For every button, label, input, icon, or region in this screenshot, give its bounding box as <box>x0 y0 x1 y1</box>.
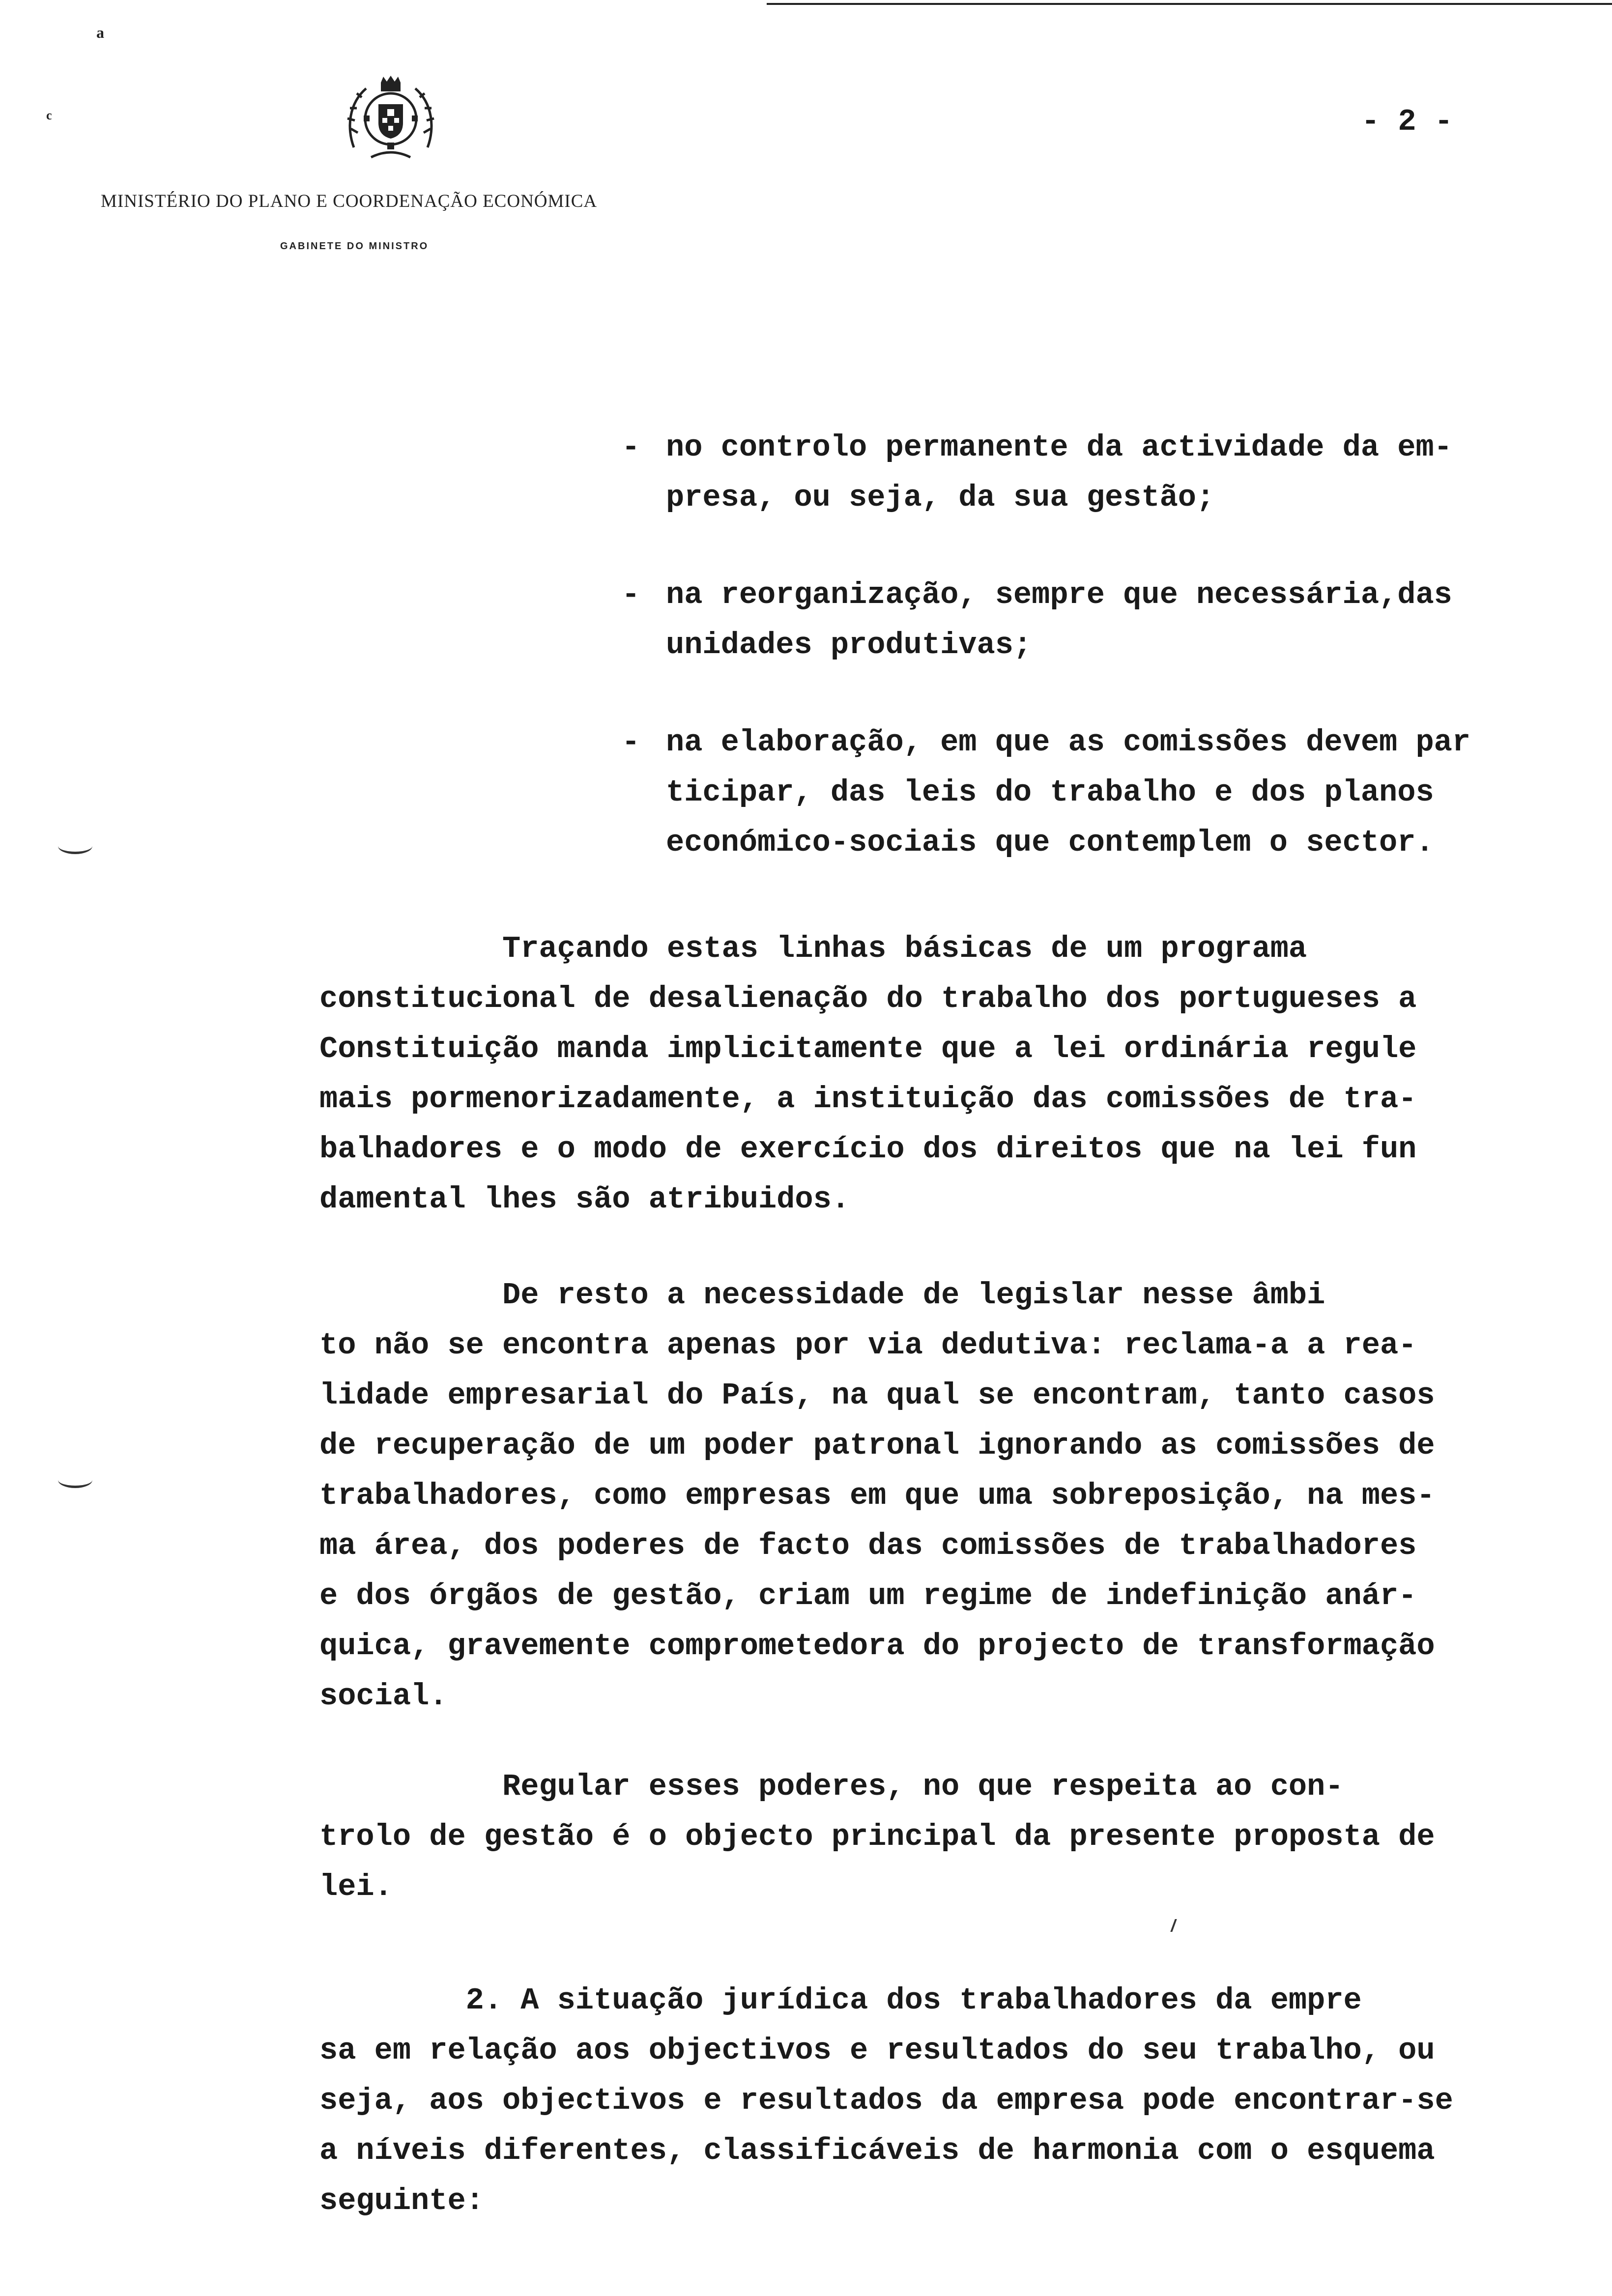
corner-mark-top: a <box>96 24 104 41</box>
bullet-dash: - <box>622 577 640 612</box>
margin-mark <box>58 1472 92 1488</box>
bullet-item <box>622 423 1536 523</box>
bullet-dash: - <box>622 430 640 465</box>
bullet-item <box>622 718 1536 868</box>
page-number: - 2 - <box>1361 104 1453 139</box>
corner-mark-mid: c <box>46 108 52 122</box>
bullet-text: na reorganização, sempre que necessária,das unidades produtivas; <box>666 577 1452 662</box>
cabinet-name: GABINETE DO MINISTRO <box>280 241 429 252</box>
bullet-text: no controlo permanente da actividade da em- presa, ou seja, da sua gestão; <box>666 430 1452 515</box>
top-rule <box>767 3 1612 5</box>
coat-of-arms-icon <box>344 74 437 162</box>
paragraph-constitution: Traçando estas linhas básicas de um programa constitucional de desalienação do trabalho dos portugueses a Constituição manda implicitamente que a lei ordinária regule mais pormenorizadamente, a instituição das comissões de tra- balhadores e o modo de exercício dos direitos que na lei fun damental lhes são atribuidos. <box>319 931 1417 1217</box>
margin-mark <box>58 838 92 854</box>
bullet-text: na elaboração, em que as comissões devem par ticipar, das leis do trabalho e dos planos económico-sociais que contemplem o sector. <box>666 725 1471 860</box>
bullet-item <box>622 570 1536 670</box>
paragraph-regulation: Regular esses poderes, no que respeita ao con- trolo de gestão é o objecto principal da presente proposta de lei. <box>319 1769 1435 1904</box>
ministry-name: MINISTÉRIO DO PLANO E COORDENAÇÃO ECONÓMICA <box>101 191 598 211</box>
bullet-list <box>622 423 1536 915</box>
stray-mark <box>1170 1919 1182 1932</box>
bullet-dash: - <box>622 725 640 760</box>
paragraph-legislation: De resto a necessidade de legislar nesse âmbi to não se encontra apenas por via dedutiva: reclama-a a rea- lidade empresarial do País, na qual se encontram, tanto casos de recuperação de um poder patronal ignorando as comissões de trabalhadores, como empresas em que uma sobreposição, na mes- ma área, dos poderes de facto das comissões de trabalhadores e dos órgãos de gestão, criam um regime de indefinição anár- quica, gravemente comprometedora do projecto de transformação social. <box>319 1278 1435 1714</box>
paragraph-section-2: 2. A situação jurídica dos trabalhadores da empre sa em relação aos objectivos e resultados do seu trabalho, ou seja, aos objectivos e resultados da empresa pode encontrar-se a níveis diferentes, classificáveis de harmonia com o esquema seguinte: <box>319 1983 1453 2218</box>
